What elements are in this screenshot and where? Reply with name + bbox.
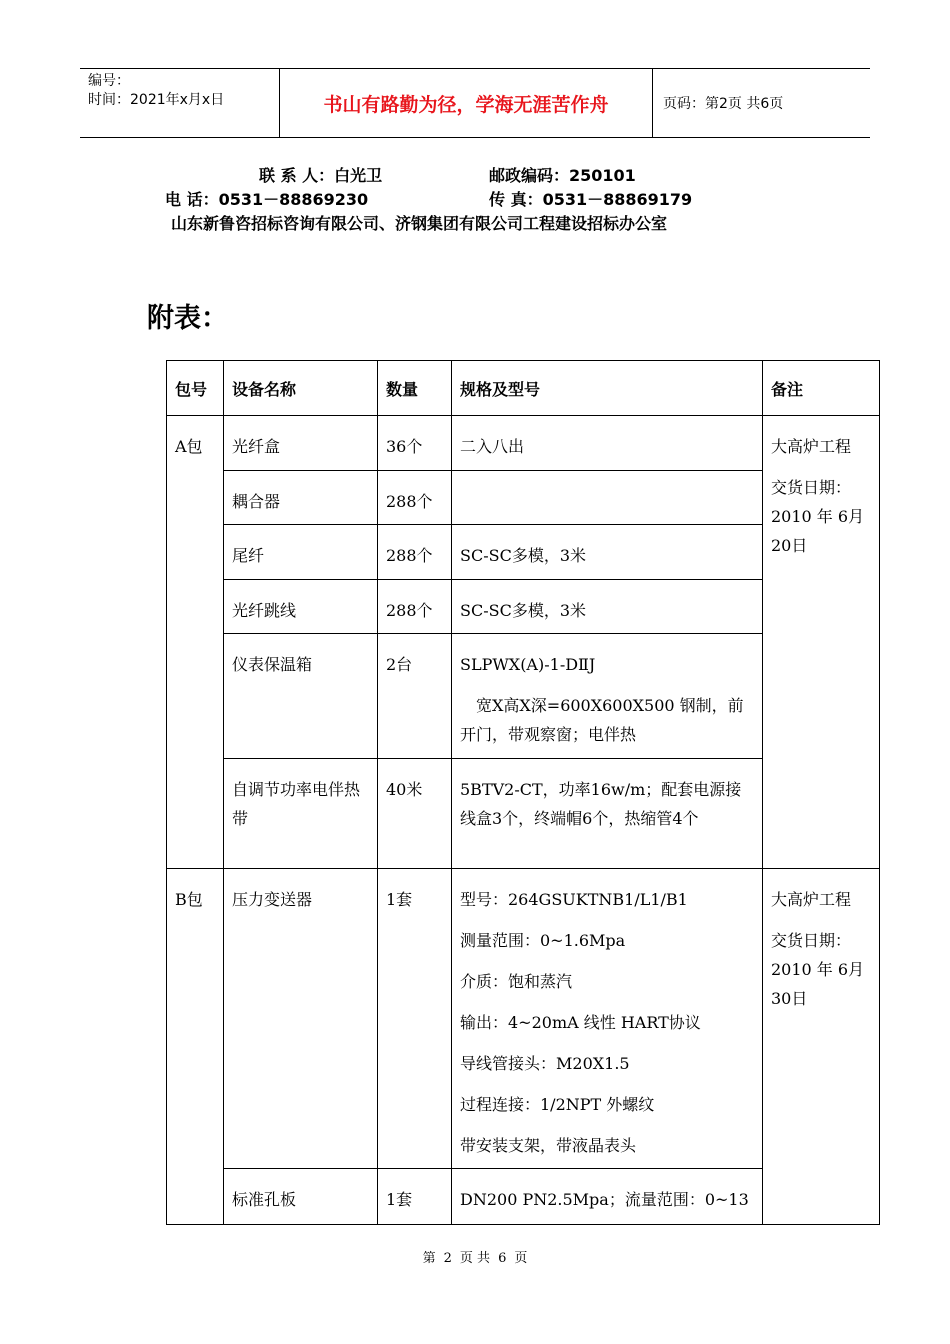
- col-header-note: 备注: [763, 361, 880, 416]
- device-name: 自调节功率电伴热带: [232, 780, 361, 828]
- device-qty: 2台: [386, 655, 413, 674]
- attachment-title: 附表：: [147, 303, 228, 334]
- col-header-quantity: 数量: [378, 361, 452, 416]
- device-qty: 288个: [386, 492, 433, 511]
- device-spec: 二入八出: [460, 437, 525, 456]
- device-name: 耦合器: [232, 492, 281, 511]
- spec-line: 带安装支架，带液晶表头: [460, 1136, 637, 1155]
- device-name: 尾纤: [232, 546, 265, 565]
- spec-line: 过程连接：1/2NPT 外螺纹: [460, 1095, 655, 1114]
- contact-person: 联 系 人：白光卫: [259, 166, 383, 185]
- table-row: [167, 416, 880, 471]
- device-spec: 5BTV2-CT，功率16w/m；配套电源接线盒3个，终端帽6个，热缩管4个: [460, 780, 742, 828]
- col-header-package: 包号: [167, 361, 224, 416]
- device-qty: 288个: [386, 546, 433, 565]
- note-project: 大高炉工程: [771, 890, 852, 909]
- device-qty: 1套: [386, 1190, 413, 1209]
- time-label: 时间：2021年x月x日: [88, 92, 225, 108]
- device-name: 压力变送器: [232, 890, 313, 909]
- device-name: 仪表保温箱: [232, 655, 313, 674]
- package-note: [771, 416, 871, 560]
- note-delivery: 交货日期：2010 年 6月20日: [771, 478, 865, 555]
- table-header-row: [167, 361, 880, 416]
- note-delivery: 交货日期：2010 年 6月30日: [771, 931, 865, 1008]
- package-note: [771, 869, 871, 1013]
- device-spec: [460, 471, 754, 493]
- contact-postcode: 邮政编码：250101: [489, 166, 636, 185]
- contact-phone: 电 话：0531－88869230: [165, 190, 369, 209]
- spec-line: 导线管接头：M20X1.5: [460, 1054, 630, 1073]
- device-spec: SC-SC多模，3米: [460, 546, 586, 565]
- device-spec: SC-SC多模，3米: [460, 601, 586, 620]
- header-motto: 书山有路勤为径，学海无涯苦作舟: [280, 69, 653, 137]
- spec-model: SLPWX(A)-1-DⅡJ: [460, 655, 596, 674]
- footer-prefix: 第: [422, 1251, 436, 1266]
- package-id: B包: [175, 890, 203, 909]
- header-page-label: 页码：第2页 共6页: [663, 96, 784, 112]
- device-name: 光纤盒: [232, 437, 281, 456]
- page-header: [80, 68, 870, 138]
- device-name: 光纤跳线: [232, 601, 297, 620]
- device-qty: 40米: [386, 780, 423, 799]
- footer-page-number: 2: [443, 1251, 452, 1266]
- device-qty: 288个: [386, 601, 433, 620]
- spec-line: 型号：264GSUKTNB1/L1/B1: [460, 890, 688, 909]
- device-spec: [460, 634, 754, 755]
- device-spec: [460, 869, 754, 1166]
- number-label: 编号：: [88, 73, 130, 89]
- col-header-spec: 规格及型号: [452, 361, 763, 416]
- spec-line: 测量范围：0~1.6Mpa: [460, 931, 626, 950]
- spec-line: 介质：饱和蒸汽: [460, 972, 573, 991]
- note-project: 大高炉工程: [771, 437, 852, 456]
- table-row: [167, 869, 880, 1169]
- spec-detail: 宽X高X深=600X600X500 钢制，前开门，带观察窗；电伴热: [460, 696, 744, 744]
- col-header-device-name: 设备名称: [224, 361, 378, 416]
- footer-suffix: 页: [514, 1251, 528, 1266]
- device-qty: 1套: [386, 890, 413, 909]
- footer-mid: 页 共: [459, 1251, 491, 1266]
- header-meta: [80, 69, 280, 137]
- contact-org: 山东新鲁咨招标咨询有限公司、济钢集团有限公司工程建设招标办公室: [171, 214, 668, 233]
- package-id: A包: [175, 437, 203, 456]
- spec-line: 输出：4~20mA 线性 HART协议: [460, 1013, 701, 1032]
- equipment-table: [166, 360, 880, 1225]
- footer-total-pages: 6: [498, 1251, 507, 1266]
- contact-fax: 传 真：0531－88869179: [489, 190, 693, 209]
- device-spec: DN200 PN2.5Mpa；流量范围：0~13: [460, 1190, 749, 1209]
- device-name: 标准孔板: [232, 1190, 297, 1209]
- device-qty: 36个: [386, 437, 423, 456]
- page-footer: [0, 1247, 950, 1266]
